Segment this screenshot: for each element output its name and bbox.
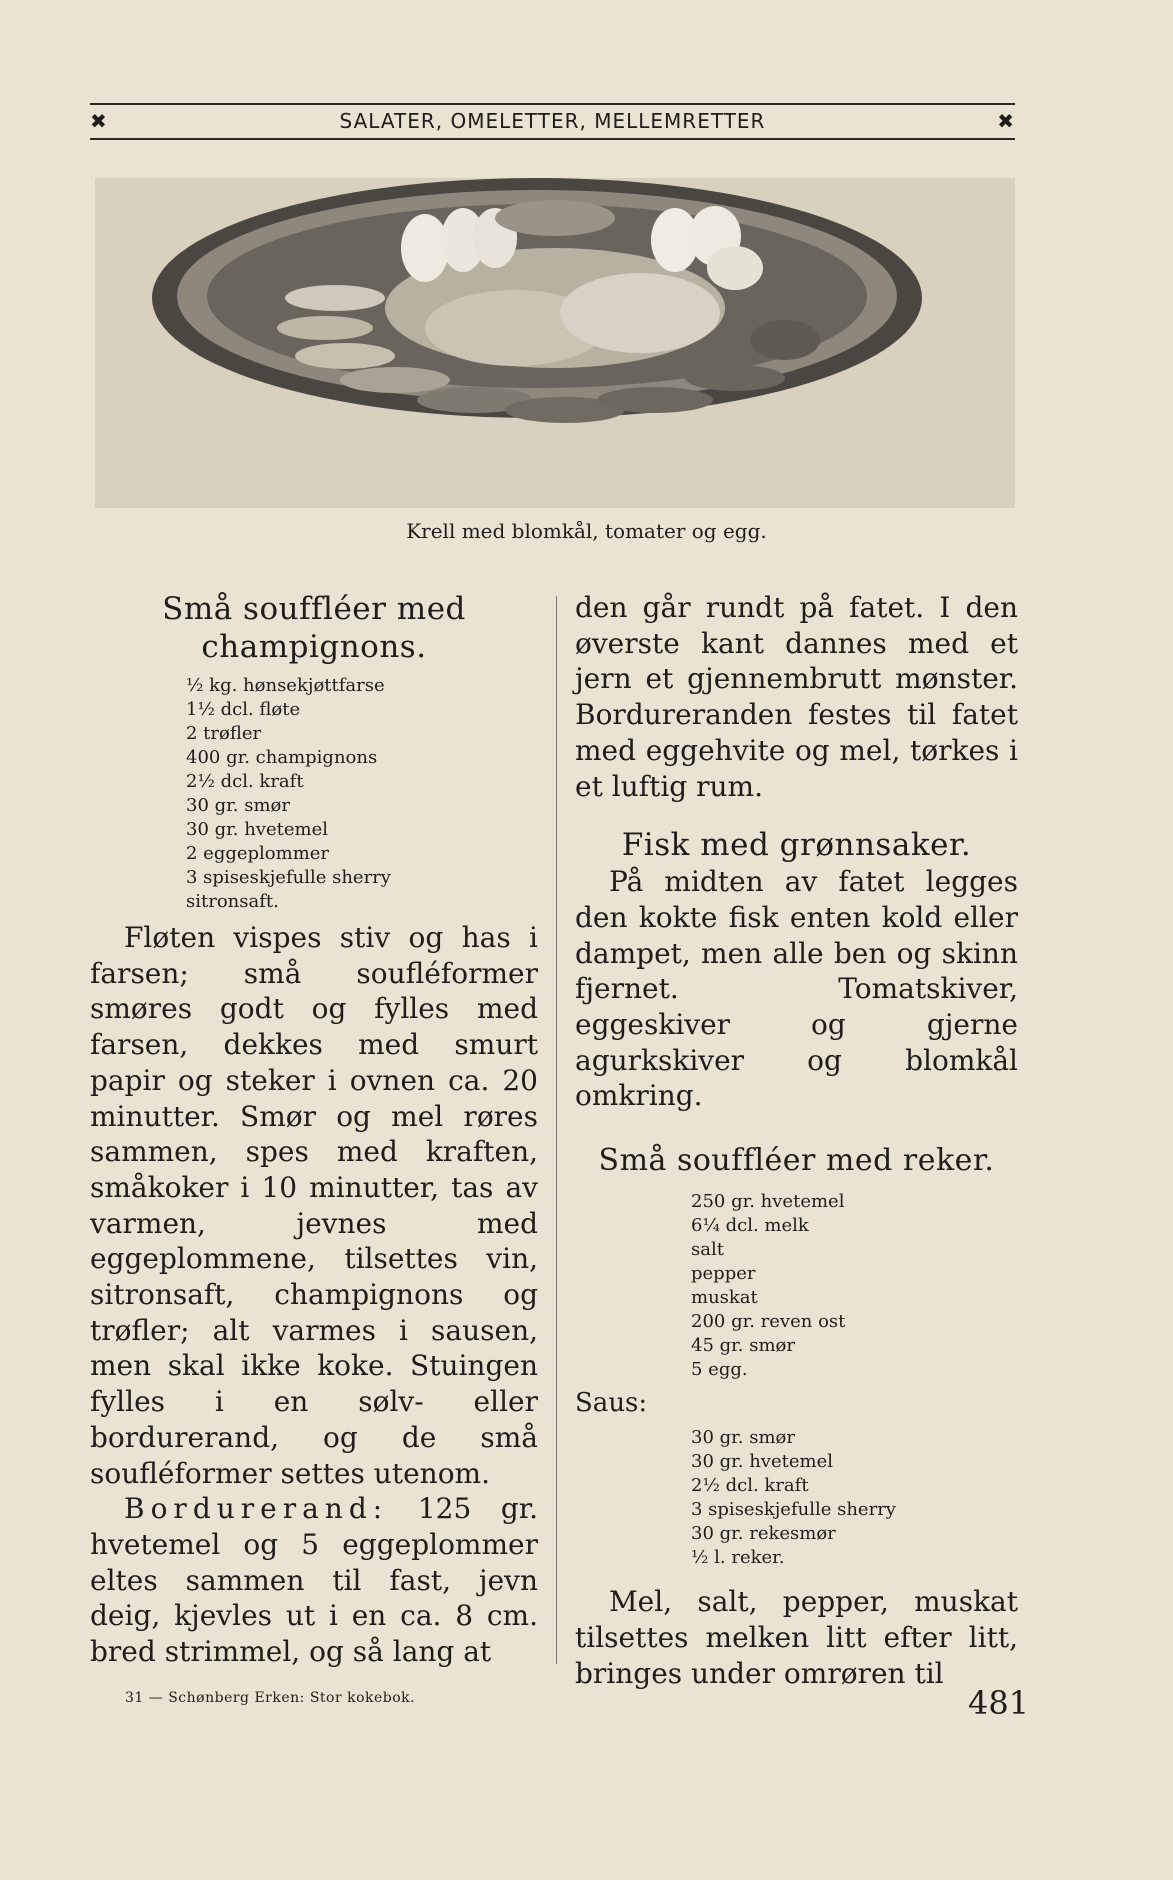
right-column bbox=[575, 590, 1018, 1691]
recipe-title-fisk: Fisk med grønnsaker. bbox=[621, 827, 972, 864]
ingredient-item: salt bbox=[691, 1239, 724, 1261]
method-paragraph: Fløten vispes stiv og has i farsen; små soufléformer smøres godt og fylles med farsen, dekkes med smurt papir og steker i ovnen ca. 20 minutter. Smør og mel røres sammen, spes med kraften, småkoker i 10 minutter, tas av varmen, jevnes med eggeplommene, tilsettes vin, sitronsaft, champignons og trøfler; alt varmes i sausen, men skal ikke koke. Stuingen fylles i en sølv- eller bordurerand, og de små soufléformer settes utenom. bbox=[90, 921, 538, 1490]
ingredient-item: 30 gr. smør bbox=[691, 1427, 795, 1449]
ingredient-item: pepper bbox=[691, 1263, 756, 1285]
column-divider bbox=[556, 596, 557, 1664]
ingredient-item: 2 trøfler bbox=[186, 723, 262, 744]
bordurerand-text: 125 gr. hvetemel og 5 eggeplommer eltes sammen til fast, jevn deig, kjevles ut i en ca. 8 cm. bred strimmel, og så lang at bbox=[90, 1492, 538, 1669]
bordurerand-lead: Bordurerand: bbox=[124, 1492, 389, 1526]
ingredient-list-champignons bbox=[186, 674, 538, 914]
ingredient-item: 3 spiseskjefulle sherry bbox=[691, 1499, 896, 1521]
header-mark-left: ✖ bbox=[90, 109, 108, 133]
photo-caption: Krell med blomkål, tomater og egg. bbox=[406, 519, 767, 543]
ingredient-item: 400 gr. champignons bbox=[186, 747, 378, 768]
platter-illustration bbox=[95, 178, 1015, 508]
continuation-paragraph: den går rundt på fatet. I den øverste kant dannes med et jern et gjennembrutt mønster. Bordureranden festes til fatet med eggehvite og mel, tørkes i et luftig rum. bbox=[575, 591, 1018, 803]
ingredient-item: 6¼ dcl. melk bbox=[691, 1215, 809, 1237]
ingredient-item: 2 eggeplommer bbox=[186, 843, 330, 864]
bordurerand-paragraph bbox=[90, 1491, 538, 1670]
page-number: 481 bbox=[968, 1684, 1030, 1722]
ingredient-item: 45 gr. smør bbox=[691, 1335, 795, 1357]
ingredient-item: 30 gr. hvetemel bbox=[186, 819, 328, 840]
ingredient-list-reker bbox=[691, 1190, 1018, 1382]
header-title: SALATER, OMELETTER, MELLEMRETTER bbox=[339, 109, 766, 133]
ingredient-item: 30 gr. smør bbox=[186, 795, 290, 816]
saus-label: Saus: bbox=[575, 1388, 648, 1419]
recipe-title-souffle-reker: Små souffléer med reker. bbox=[598, 1143, 995, 1179]
ingredient-item: 2½ dcl. kraft bbox=[691, 1475, 809, 1497]
ingredient-item: 2½ dcl. kraft bbox=[186, 771, 304, 792]
ingredient-item: muskat bbox=[691, 1287, 758, 1309]
ingredient-item: 250 gr. hvetemel bbox=[691, 1191, 845, 1213]
ingredient-item: sitronsaft. bbox=[186, 891, 279, 912]
ingredient-item: 200 gr. reven ost bbox=[691, 1311, 846, 1333]
saus-section bbox=[575, 1386, 1018, 1418]
ingredient-item: 3 spiseskjefulle sherry bbox=[186, 867, 391, 888]
ingredient-item: ½ l. reker. bbox=[691, 1547, 785, 1569]
ingredient-item: 5 egg. bbox=[691, 1359, 748, 1381]
ingredient-item: 1½ dcl. fløte bbox=[186, 699, 301, 720]
header-rule-top bbox=[90, 103, 1015, 105]
ingredient-item: 30 gr. rekesmør bbox=[691, 1523, 836, 1545]
dish-photo bbox=[95, 178, 1015, 508]
ingredient-item: ½ kg. hønsekjøttfarse bbox=[186, 675, 385, 696]
ingredient-list-saus bbox=[691, 1426, 1018, 1570]
footer-signature: 31 — Schønberg Erken: Stor kokebok. bbox=[125, 1690, 416, 1706]
header-mark-right: ✖ bbox=[997, 109, 1015, 133]
recipe-title-souffle-champignons: Små souffléer med champignons. bbox=[162, 591, 466, 665]
fish-paragraph: På midten av fatet legges den kokte fisk enten kold eller dampet, men alle ben og skinn fjernet. Tomatskiver, eggeskiver og gjerne agurkskiver og blomkål omkring. bbox=[575, 865, 1018, 1113]
ingredient-item: 30 gr. hvetemel bbox=[691, 1451, 833, 1473]
running-header bbox=[90, 106, 1015, 136]
header-rule-bottom bbox=[90, 138, 1015, 140]
left-column bbox=[90, 590, 538, 1670]
final-paragraph: Mel, salt, pepper, muskat tilsettes melken litt efter litt, bringes under omrøren til bbox=[575, 1585, 1018, 1690]
